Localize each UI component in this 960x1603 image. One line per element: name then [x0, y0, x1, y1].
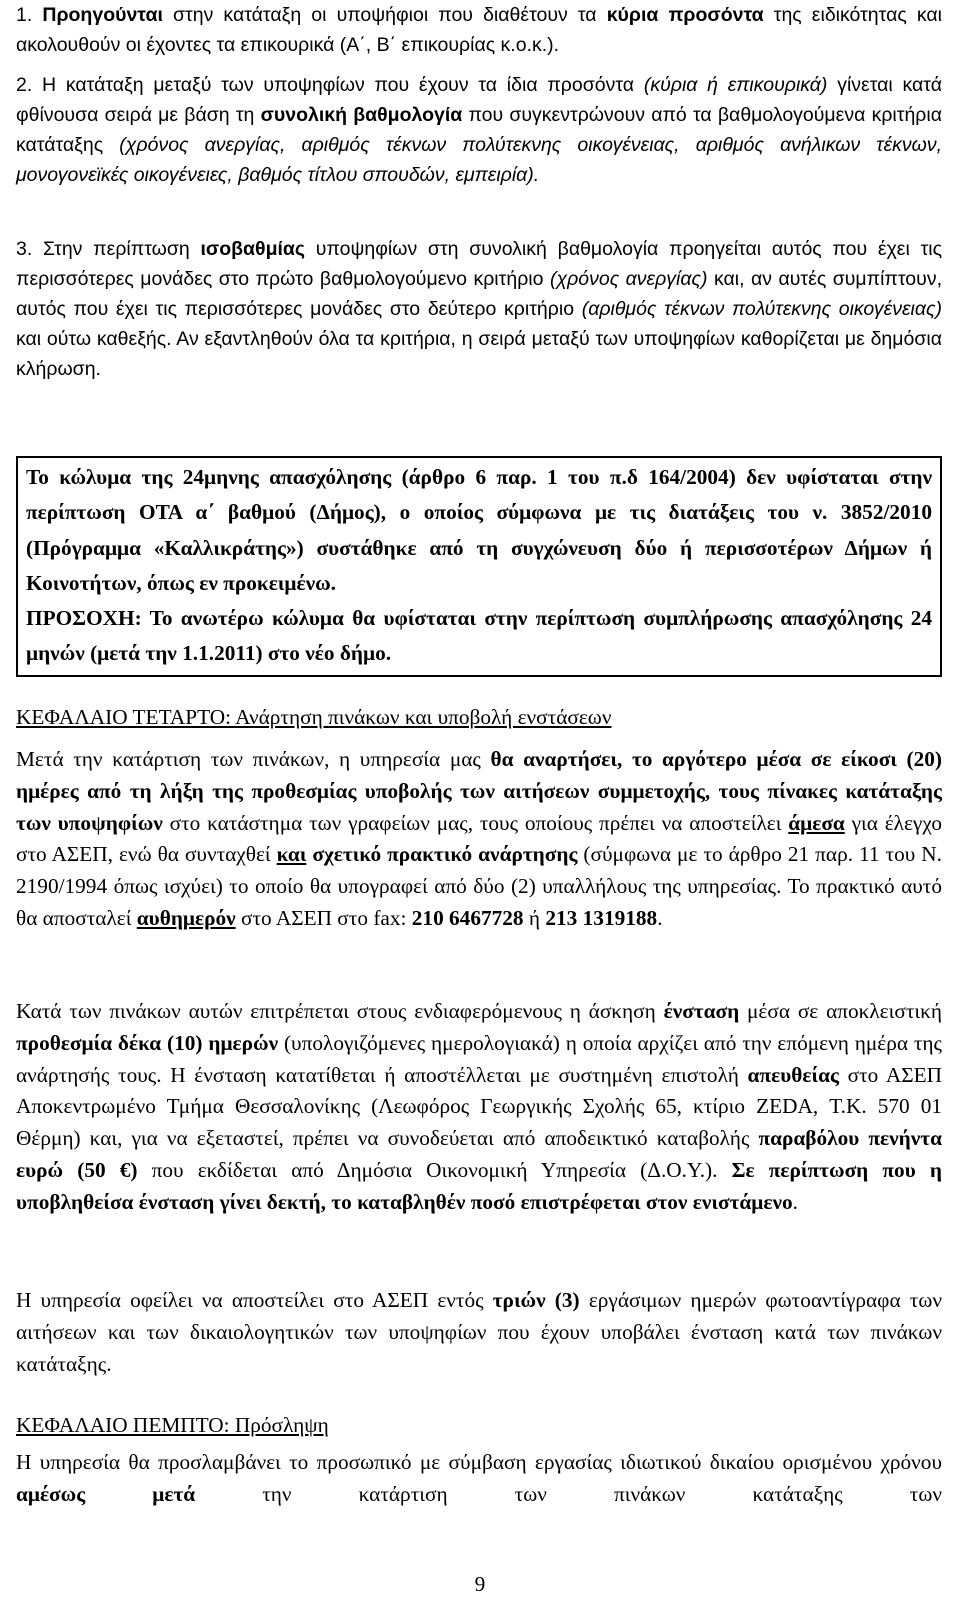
fax-number: 210 6467728 — [411, 905, 524, 930]
bold-phrase: θα αναρτήσει, το αργότερο μέσα σε είκοσι (20) ημέρες από τη λήξη της προθεσμίας υποβολής των αιτήσεων συμμετοχής, τους πίνακες κατάταξης των υποψηφίων — [16, 747, 942, 835]
text-run: ή — [523, 905, 546, 930]
item-number: 3. — [16, 238, 44, 260]
italic-phrase: (χρόνος ανεργίας) — [549, 268, 708, 290]
chapter-label: ΚΕΦΑΛΑΙΟ ΤΕΤΑΡΤΟ: — [16, 705, 232, 729]
chapter-title: Ανάρτηση πινάκων και υποβολή ενστάσεων — [231, 705, 612, 729]
text-run: . — [657, 905, 663, 930]
bold-phrase: συνολική βαθμολογία — [260, 104, 463, 126]
underlined-bold-phrase: αυθημερόν — [136, 905, 236, 930]
bold-phrase: κύρια προσόντα — [606, 4, 764, 26]
criterion-item-3 — [16, 234, 942, 384]
criterion-item-2 — [16, 70, 942, 190]
text-run: εργάσιμων ημερών φωτοαντίγραφα των αιτήσεων και των δικαιολογητικών των υποψηφίων που έχουν υποβάλει ένσταση κατά των πινάκων κατάταξης. — [16, 1288, 942, 1376]
text-run: Η υπηρεσία οφείλει να αποστείλει στο ΑΣΕΠ εντός — [16, 1288, 493, 1312]
text-run: στην κατάταξη οι υποψήφιοι που διαθέτουν τα — [162, 4, 607, 26]
bold-phrase: παραβόλου πενήντα ευρώ (50 €) — [16, 1126, 942, 1182]
notice-paragraph: Το κώλυμα της 24μηνης απασχόλησης (άρθρο 6 παρ. 1 του π.δ 164/2004) δεν υφίσταται στην περίπτωση ΟΤΑ α΄ βαθμού (Δήμος), ο οποίος σύμφωνα με τις διατάξεις του ν. 3852/2010 (Πρόγραμμα «Καλλικράτης») συστάθηκε από τη συγχώνευση δύο ή περισσοτέρων Δήμων ή Κοινοτήτων, όπως εν προκειμένω. — [26, 465, 932, 595]
text-run: γίνεται κατά φθίνουσα σειρά με βάση τη — [16, 74, 942, 126]
text-run: που εκδίδεται από Δημόσια Οικονομική Υπηρεσία (Δ.Ο.Υ.). — [137, 1157, 732, 1182]
bold-phrase: σχετικό πρακτικό ανάρτησης — [312, 842, 578, 867]
item-number: 2. — [16, 74, 43, 96]
text-run: Κατά των πινάκων αυτών επιτρέπεται στους ενδιαφερόμενους η άσκηση — [16, 999, 664, 1023]
text-run: μέσα σε αποκλειστική — [739, 999, 942, 1023]
text-run: την κατάρτιση των πινάκων κατάταξης των — [195, 1481, 942, 1506]
notice-attention-paragraph: ΠΡΟΣΟΧΗ: Το ανωτέρω κώλυμα θα υφίσταται στην περίπτωση συμπλήρωσης απασχόλησης 24 μηνών (μετά την 1.1.2011) στο νέο δήμο. — [26, 606, 932, 666]
notice-box — [16, 456, 942, 677]
bold-phrase: προθεσμία δέκα (10) ημερών — [16, 1030, 279, 1055]
text-run: της ειδικότητας και ακολουθούν οι έχοντες τα επικουρικά (Α΄, Β΄ επικουρίας κ.ο.κ.). — [16, 4, 942, 56]
bold-phrase: ισοβαθμίας — [200, 238, 306, 260]
bold-phrase: αμέσως μετά — [16, 1481, 196, 1506]
page-number: 9 — [474, 1572, 486, 1596]
text-run: Η υπηρεσία θα προσλαμβάνει το προσωπικό με σύμβαση εργασίας ιδιωτικού δικαίου ορισμένου χρόνου — [16, 1450, 942, 1474]
text-run: και, αν αυτές συμπίπτουν, αυτός που έχει τις περισσότερες μονάδες στο δεύτερο κριτήριο — [16, 268, 942, 320]
text-run: υποψηφίων στη συνολική βαθμολογία προηγείται αυτός που έχει τις περισσότερες μονάδες στο πρώτο βαθμολογούμενο κριτήριο — [16, 238, 943, 290]
text-run: στο ΑΣΕΠ στο fax: — [235, 905, 412, 930]
bold-phrase: ένσταση — [663, 999, 740, 1023]
text-run: που συγκεντρώνουν από τα βαθμολογούμενα κριτήρια κατάταξης — [16, 104, 942, 156]
item-number: 1. — [16, 4, 43, 26]
text-run: . — [792, 1189, 798, 1214]
chapter-5-heading — [16, 1410, 942, 1440]
objection-paragraph — [16, 996, 942, 1219]
italic-phrase: (χρόνος ανεργίας, αριθμός τέκνων πολύτεκνης οικογένειας, αριθμός ανήλικων τέκνων, μονογονεϊκές οικογένειες, βαθμός τίτλου σπουδών, εμπειρία). — [16, 134, 942, 186]
italic-phrase: (κύρια ή επικουρικά) — [643, 74, 828, 96]
hiring-paragraph — [16, 1447, 942, 1511]
text-run: Μετά την κατάρτιση των πινάκων, η υπηρεσία μας — [16, 747, 491, 771]
bold-phrase: τριών (3) — [492, 1288, 580, 1312]
text-run: Στην περίπτωση — [43, 238, 201, 260]
text-run: (υπολογιζόμενες ημερολογιακά) η οποία αρχίζει από την επόμενη ημέρα της ανάρτησής τους. Η ένσταση κατατίθεται ή αποστέλλεται με συστημένη επιστολή — [16, 1030, 942, 1087]
underlined-bold-phrase: και — [276, 842, 307, 867]
forwarding-paragraph — [16, 1285, 942, 1380]
bold-phrase: απευθείας — [747, 1062, 839, 1087]
text-run: στο κατάστημα των γραφείων μας, τους οποίους πρέπει να αποστείλει — [162, 810, 789, 835]
underlined-bold-phrase: άμεσα — [788, 810, 845, 835]
bold-phrase: Προηγούνται — [42, 4, 163, 26]
text-run: και ούτω καθεξής. Αν εξαντληθούν όλα τα κριτήρια, η σειρά μεταξύ των υποψηφίων καθορίζεται με δημόσια κλήρωση. — [16, 328, 942, 380]
chapter-title: ΚΕΦΑΛΑΙΟ ΠΕΜΠΤΟ: Πρόσληψη — [16, 1413, 329, 1437]
chapter-4-heading — [16, 702, 942, 732]
fax-number: 213 1319188 — [545, 905, 658, 930]
text-run: (σύμφωνα με το άρθρο 21 παρ. 11 του Ν. 2190/1994 όπως ισχύει) το οποίο θα υπογραφεί από δύο (2) υπαλλήλους της υπηρεσίας. Το πρακτικό αυτό θα αποσταλεί — [16, 842, 942, 930]
text-run: για έλεγχο στο ΑΣΕΠ, ενώ θα συνταχθεί — [16, 810, 942, 867]
bold-phrase: Σε περίπτωση που η υποβληθείσα ένσταση γίνει δεκτή, το καταβληθέν ποσό επιστρέφεται στον ενιστάμενο — [16, 1157, 942, 1214]
criterion-item-1 — [16, 0, 942, 60]
text-run: Η κατάταξη μεταξύ των υποψηφίων που έχουν τα ίδια προσόντα — [42, 74, 644, 96]
text-run: στο ΑΣΕΠ Αποκεντρωμένο Τμήμα Θεσσαλονίκης (Λεωφόρος Γεωργικής Σχολής 65, κτίριο ZEDA, Τ.Κ. 570 01 Θέρμη) και, για να εξεταστεί, πρέπει να συνοδεύεται από αποδεικτικό καταβολής — [16, 1062, 942, 1151]
italic-phrase: (αριθμός τέκνων πολύτεκνης οικογένειας) — [581, 298, 942, 320]
posting-paragraph — [16, 744, 942, 935]
